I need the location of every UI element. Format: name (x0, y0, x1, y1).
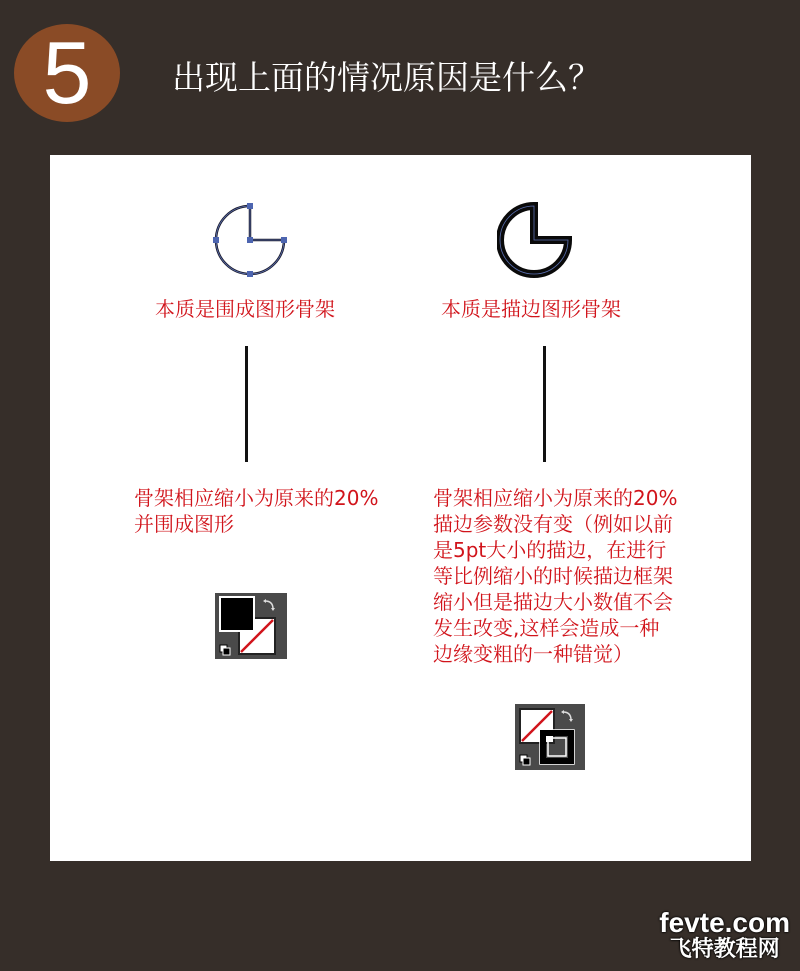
site-watermark (659, 909, 790, 963)
left-caption: 本质是围成图形骨架 (155, 297, 335, 321)
page-heading: 出现上面的情况原因是什么？ (172, 58, 601, 97)
content-panel (50, 155, 751, 861)
watermark-site-name: 飞特教程网 (669, 937, 780, 962)
fill-stroke-swatch-stroke-active-icon (515, 704, 585, 770)
step-number-badge: 5 (14, 24, 120, 122)
right-caption: 本质是描边图形骨架 (441, 297, 621, 321)
right-description: 骨架相应缩小为原来的20% 描边参数没有变（例如以前 是5pt大小的描边，在进行 等比例缩小的时候描边框架 缩小但是描边大小数值不会 发生改变,这样会造成一种 边缘变粗的一种错觉） (433, 486, 678, 666)
fill-stroke-swatch-fill-active-icon (215, 593, 287, 659)
pie-thick-stroke-icon (497, 200, 577, 280)
pie-outline-selected-icon (213, 200, 293, 280)
left-connector-line (245, 346, 248, 462)
right-connector-line (543, 346, 546, 462)
left-description: 骨架相应缩小为原来的20% 并围成图形 (134, 486, 379, 536)
watermark-domain: fevte.com (659, 907, 790, 938)
